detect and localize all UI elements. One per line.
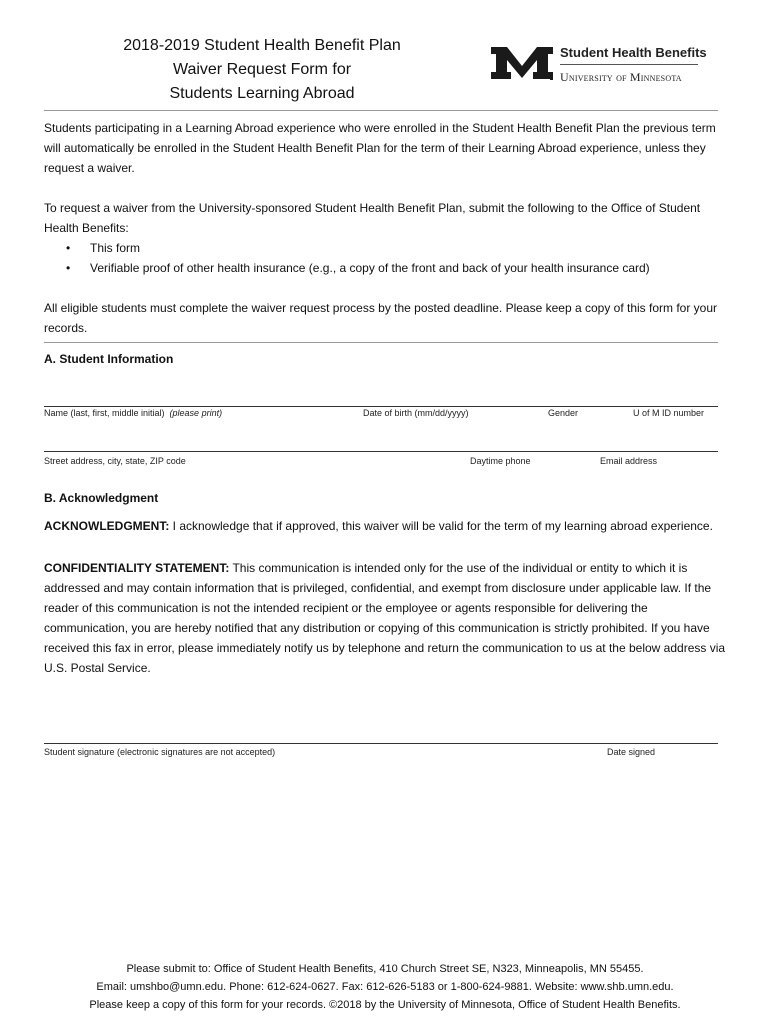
form-title [80,34,444,106]
name-row-line[interactable] [44,406,718,407]
address-label: Street address, city, state, ZIP code [44,456,186,466]
form-title-line-3: Students Learning Abroad [169,85,355,102]
university-block-m-logo-icon [491,44,553,82]
list-item: • Verifiable proof of other health insurance (e.g., a copy of the front and back of your health insurance card) [44,258,650,278]
section-b-heading: B. Acknowledgment [44,491,159,505]
footer-contact: Email: umshbo@umn.edu. Phone: 612-624-0627. Fax: 612-626-5183 or 1-800-624-9881. Website: www.shb.umn.edu. [96,981,674,993]
header-divider [44,110,718,111]
logo-line-1: Student Health Benefits [560,45,707,60]
signature-label: Student signature (electronic signatures are not accepted) [44,747,276,757]
intro-paragraph-1: Students participating in a Learning Abroad experience who were enrolled in the Student Health Benefit Plan the previous term will automatically be enrolled in the Student Health Benefit Plan for the term of their Learning Abroad experience, unless they request a waiver. [44,121,716,175]
section-divider [44,342,718,343]
footer [0,960,770,1014]
logo-line-2: University of Minnesota [560,70,682,84]
form-title-line-2: Waiver Request Form for [172,61,352,78]
requirements-list [44,238,650,278]
logo-divider [560,64,698,65]
confidentiality-statement: CONFIDENTIALITY STATEMENT: This communication is intended only for the use of the individual or entity to which it is addressed and may contain information that is privileged, confidential, and exempt from disclosure under applicable law. If the reader of this communication is not the intended recipient or the employee or agents responsible for delivering the communication, you are hereby notified that any distribution or copying of this communication is strictly prohibited. If you have received this fax in error, please immediately notify us by telephone and return the communication to us at the below address via U.S. Postal Service. [44,561,726,675]
name-label: Name (last, first, middle initial) (please print) [44,408,223,418]
phone-label: Daytime phone [470,456,531,466]
intro-paragraph-3: All eligible students must complete the waiver request process by the posted deadline. Please keep a copy of this form for your records. [44,301,718,335]
footer-copyright: Please keep a copy of this form for your records. ©2018 by the University of Minnesota, Office of Student Health Benefits. [89,999,681,1011]
date-signed-label: Date signed [607,747,656,757]
list-item: • This form [44,238,650,258]
signature-line[interactable] [44,743,718,744]
footer-address: Please submit to: Office of Student Health Benefits, 410 Church Street SE, N323, Minneapolis, MN 55455. [126,963,644,975]
acknowledgment-statement: ACKNOWLEDGMENT: I acknowledge that if approved, this waiver will be valid for the term of my learning abroad experience. [44,519,713,533]
email-label: Email address [600,456,658,466]
form-title-line-1: 2018-2019 Student Health Benefit Plan [123,37,401,54]
intro-paragraph-2: To request a waiver from the University-sponsored Student Health Benefit Plan, submit the following to the Office of Student Health Benefits: [44,201,701,235]
university-logo [491,44,711,88]
umid-label: U of M ID number [633,408,705,418]
section-a-heading: A. Student Information [44,352,174,366]
dob-label: Date of birth (mm/dd/yyyy) [363,408,469,418]
address-row-line[interactable] [44,451,718,452]
gender-label: Gender [548,408,579,418]
